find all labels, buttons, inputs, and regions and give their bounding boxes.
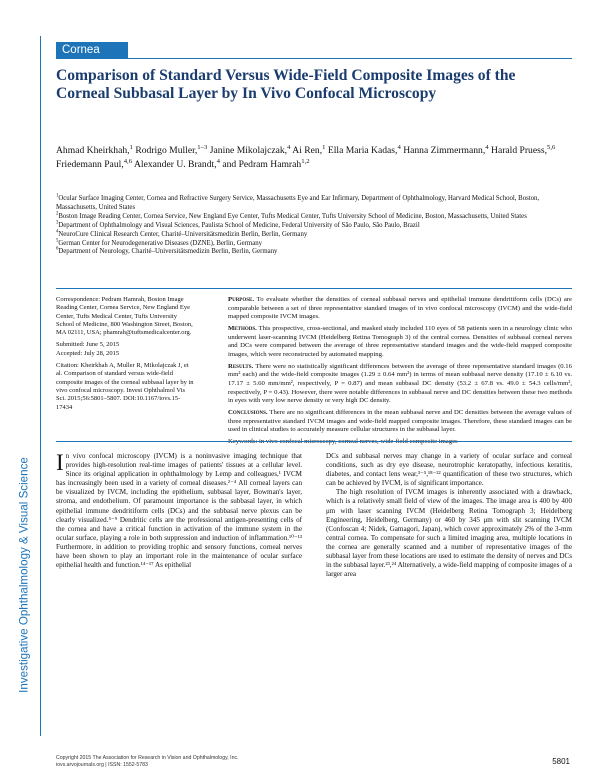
page-number: 5801 xyxy=(552,757,570,766)
margin-rule xyxy=(40,36,41,736)
affiliation: $^6$Department of Neurology, Charité–Universitätsmedizin Berlin, Berlin, Germany xyxy=(56,247,278,256)
author: Alexander U. Brandt,$^4$ xyxy=(133,157,220,170)
correspondence: Correspondence: Pedram Hamrah, Boston Image Reading Center, Cornea Service, New England Eye Center, Tufts Medical Center, Tufts University School of Medicine, 800 Washington Street, Boston, MA 02111, USA; phamrah@tuftsmedicalcenter.org. xyxy=(56,296,193,337)
affiliation: $^4$NeuroCure Clinical Research Center, Charité–Universitätsmedizin Berlin, Berlin, Germany xyxy=(56,229,308,238)
author: Harald Pruess,$^{5,6}$ xyxy=(491,143,556,156)
affiliations xyxy=(56,195,571,257)
author: Ella Maria Kadas,$^4$ xyxy=(327,143,401,156)
abstract-purpose: Purpose. To evaluate whether the densities of corneal subbasal nerves and epithelial immune dendritiform cells (DCs) are comparable between a set of three representative standard images of in vivo confocal microscopy (IVCM) and the wide-field mapped composite IVCM images. xyxy=(228,296,572,321)
author: Rodrigo Muller,$^{1-3}$ xyxy=(135,143,208,156)
body-paragraph: The high resolution of IVCM images is inherently associated with a drawback, which is a relatively small field of view of the images. The image area is 400 by 400 μm with laser scanning IVCM (Heidelberg Retina Tomograph 3; Heidelberg Engineering, Heidelberg, Germany) or 460 by 345 μm with slit scanning IVCM (Confoscan 4; Nidek, Gamagori, Japan), which cover approximately 2% of the 3-mm central cornea. To compensate for such a limited imaging area, multiple locations in the cornea are generally scanned and a number of representative images of the subbasal layer from these locations are used to estimate the density of nerves and DCs in the subbasal layer.²³,²⁴ Alternatively, a wide-field mapping of composite images of a larger area xyxy=(326,488,572,579)
affiliation: $^5$German Center for Neurodegenerative Diseases (DZNE), Berlin, Germany xyxy=(56,238,263,247)
journal-links: iovs.arvojournals.org | ISSN: 1552-5783 xyxy=(56,761,148,768)
submitted-date: Submitted: June 5, 2015 xyxy=(56,341,120,349)
journal-name-vertical xyxy=(12,430,36,720)
copyright: Copyright 2015 The Association for Research in Vision and Ophthalmology, Inc. xyxy=(56,755,239,761)
author: and Pedram Hamrah$^{1,2}$ xyxy=(222,157,310,170)
author: Ai Ren,$^1$ xyxy=(292,143,326,156)
author: Ahmad Kheirkhah,$^1$ xyxy=(56,143,133,156)
article-info-sidebar xyxy=(56,296,196,412)
body-column-right xyxy=(326,452,572,579)
author: Janine Mikolajczak,$^4$ xyxy=(209,143,291,156)
body-paragraph: In vivo confocal microscopy (IVCM) is a noninvasive imaging technique that provides high-resolution real-time images of patients' tissues at a cellular level. Since its original application in ophthalmology by Lemp and colleagues,¹ IVCM has increasingly been used in a variety of corneal diseases.²⁻⁴ All corneal layers can be visualized by IVCM, including the epithelium, subbasal layer, Bowman's layer, stroma, and endothelium. Of paramount importance is the subbasal layer, in which epithelial immune dendritiform cells (DCs) and the subbasal nerve plexus can be clearly visualized.⁵⁻⁹ Dendritic cells are the professional antigen-presenting cells of the cornea and have a critical function in activation of the immune system in the ocular surface, playing a role in both suppression and induction of inflammation.¹⁰⁻¹³ Furthermore, in addition to providing trophic and sensory functions, corneal nerves have been shown to play an important role in the maintenance of ocular surface epithelial health and function.¹⁴⁻¹⁷ As epithelial xyxy=(56,450,302,570)
section-tag: Cornea xyxy=(56,42,128,58)
abstract-top-rule xyxy=(56,288,572,289)
abstract-conclusions: Conclusions. There are no significant differences in the mean subbasal nerve and DC densities between the average values of three representative standard IVCM images and wide-field mapped composite images. Therefore, these standard images can be used in clinical studies to accurately measure cellular structures in the subbasal layer. xyxy=(228,408,572,434)
abstract xyxy=(228,296,572,450)
abstract-results: Results. There were no statistically significant differences between the average of three representative standard images (0.16 mm² each) and the wide-field composite images (1.29 ± 0.64 mm²) in terms of mean subbasal nerve density (17.10 ± 6.10 vs. 17.17 ± 5.60 mm/mm², respectively, P = 0.87) and mean subbasal DC density (53.2 ± 67.8 vs. 49.0 ± 54.3 cells/mm², respectively, P = 0.43). However, there were notable differences in subbasal nerve and DC densities between these two methods in eyes with very low nerve density or very high DC density. xyxy=(228,362,572,405)
body-column-left xyxy=(56,452,302,570)
drop-cap: I xyxy=(56,450,64,475)
abstract-bottom-rule xyxy=(56,441,572,442)
affiliation: $^2$Boston Image Reading Center, Cornea Service, New England Eye Center, Tufts Medical Center, Tufts University School of Medicine, Boston, Massachusetts, United States xyxy=(56,211,527,220)
author: Friedemann Paul,$^{4,6}$ xyxy=(56,157,133,170)
body-paragraph: DCs and subbasal nerves may change in a variety of ocular surface and corneal conditions, such as dry eye disease, neurotrophic keratopathy, infectious keratitis, diabetes, and contact lens wear,³⁻⁵,¹⁸⁻²² quantification of these two structures, which can be achieved by IVCM, is of significant importance. xyxy=(326,452,572,488)
article-title: Comparison of Standard Versus Wide-Field Composite Images of the Corneal Subbasal Layer by In Vivo Confocal Microscopy xyxy=(56,67,516,102)
abstract-methods: Methods. This prospective, cross-sectional, and masked study included 110 eyes of 58 patients seen in a neurology clinic who underwent laser-scanning IVCM (Heidelberg Retina Tomograph 3) of the central cornea. Densities of subbasal corneal nerves and DCs were compared between the average of three representative standard images and the wide-field mapped composite images, which were reconstructed by automated mapping. xyxy=(228,324,572,358)
accepted-date: Accepted: July 28, 2015 xyxy=(56,349,120,357)
keywords xyxy=(228,438,572,447)
affiliation: $^3$Department of Ophthalmology and Visual Sciences, Paulista School of Medicine, Federal University of São Paulo, São Paulo, Brazil xyxy=(56,220,420,229)
author-list xyxy=(56,144,571,172)
page-footer xyxy=(56,755,456,768)
journal-name-text: Investigative Ophthalmology & Visual Science xyxy=(17,457,31,693)
header-rule xyxy=(56,58,572,59)
author: Hanna Zimmermann,$^4$ xyxy=(403,143,489,156)
affiliation: $^1$Ocular Surface Imaging Center, Cornea and Refractive Surgery Service, Massachusetts Eye and Ear Infirmary, Department of Ophthalmology, Harvard Medical School, Boston, Massachusetts, United States xyxy=(56,193,540,211)
citation: Citation: Kheirkhah A, Muller R, Mikolajczak J, et al. Comparison of standard versus wide-field composite images of the corneal subbasal layer by in vivo confocal microscopy. Invest Ophthalmol Vis Sci. 2015;56:5801–5807. DOI:10.1167/iovs.15-17434 xyxy=(56,362,194,411)
